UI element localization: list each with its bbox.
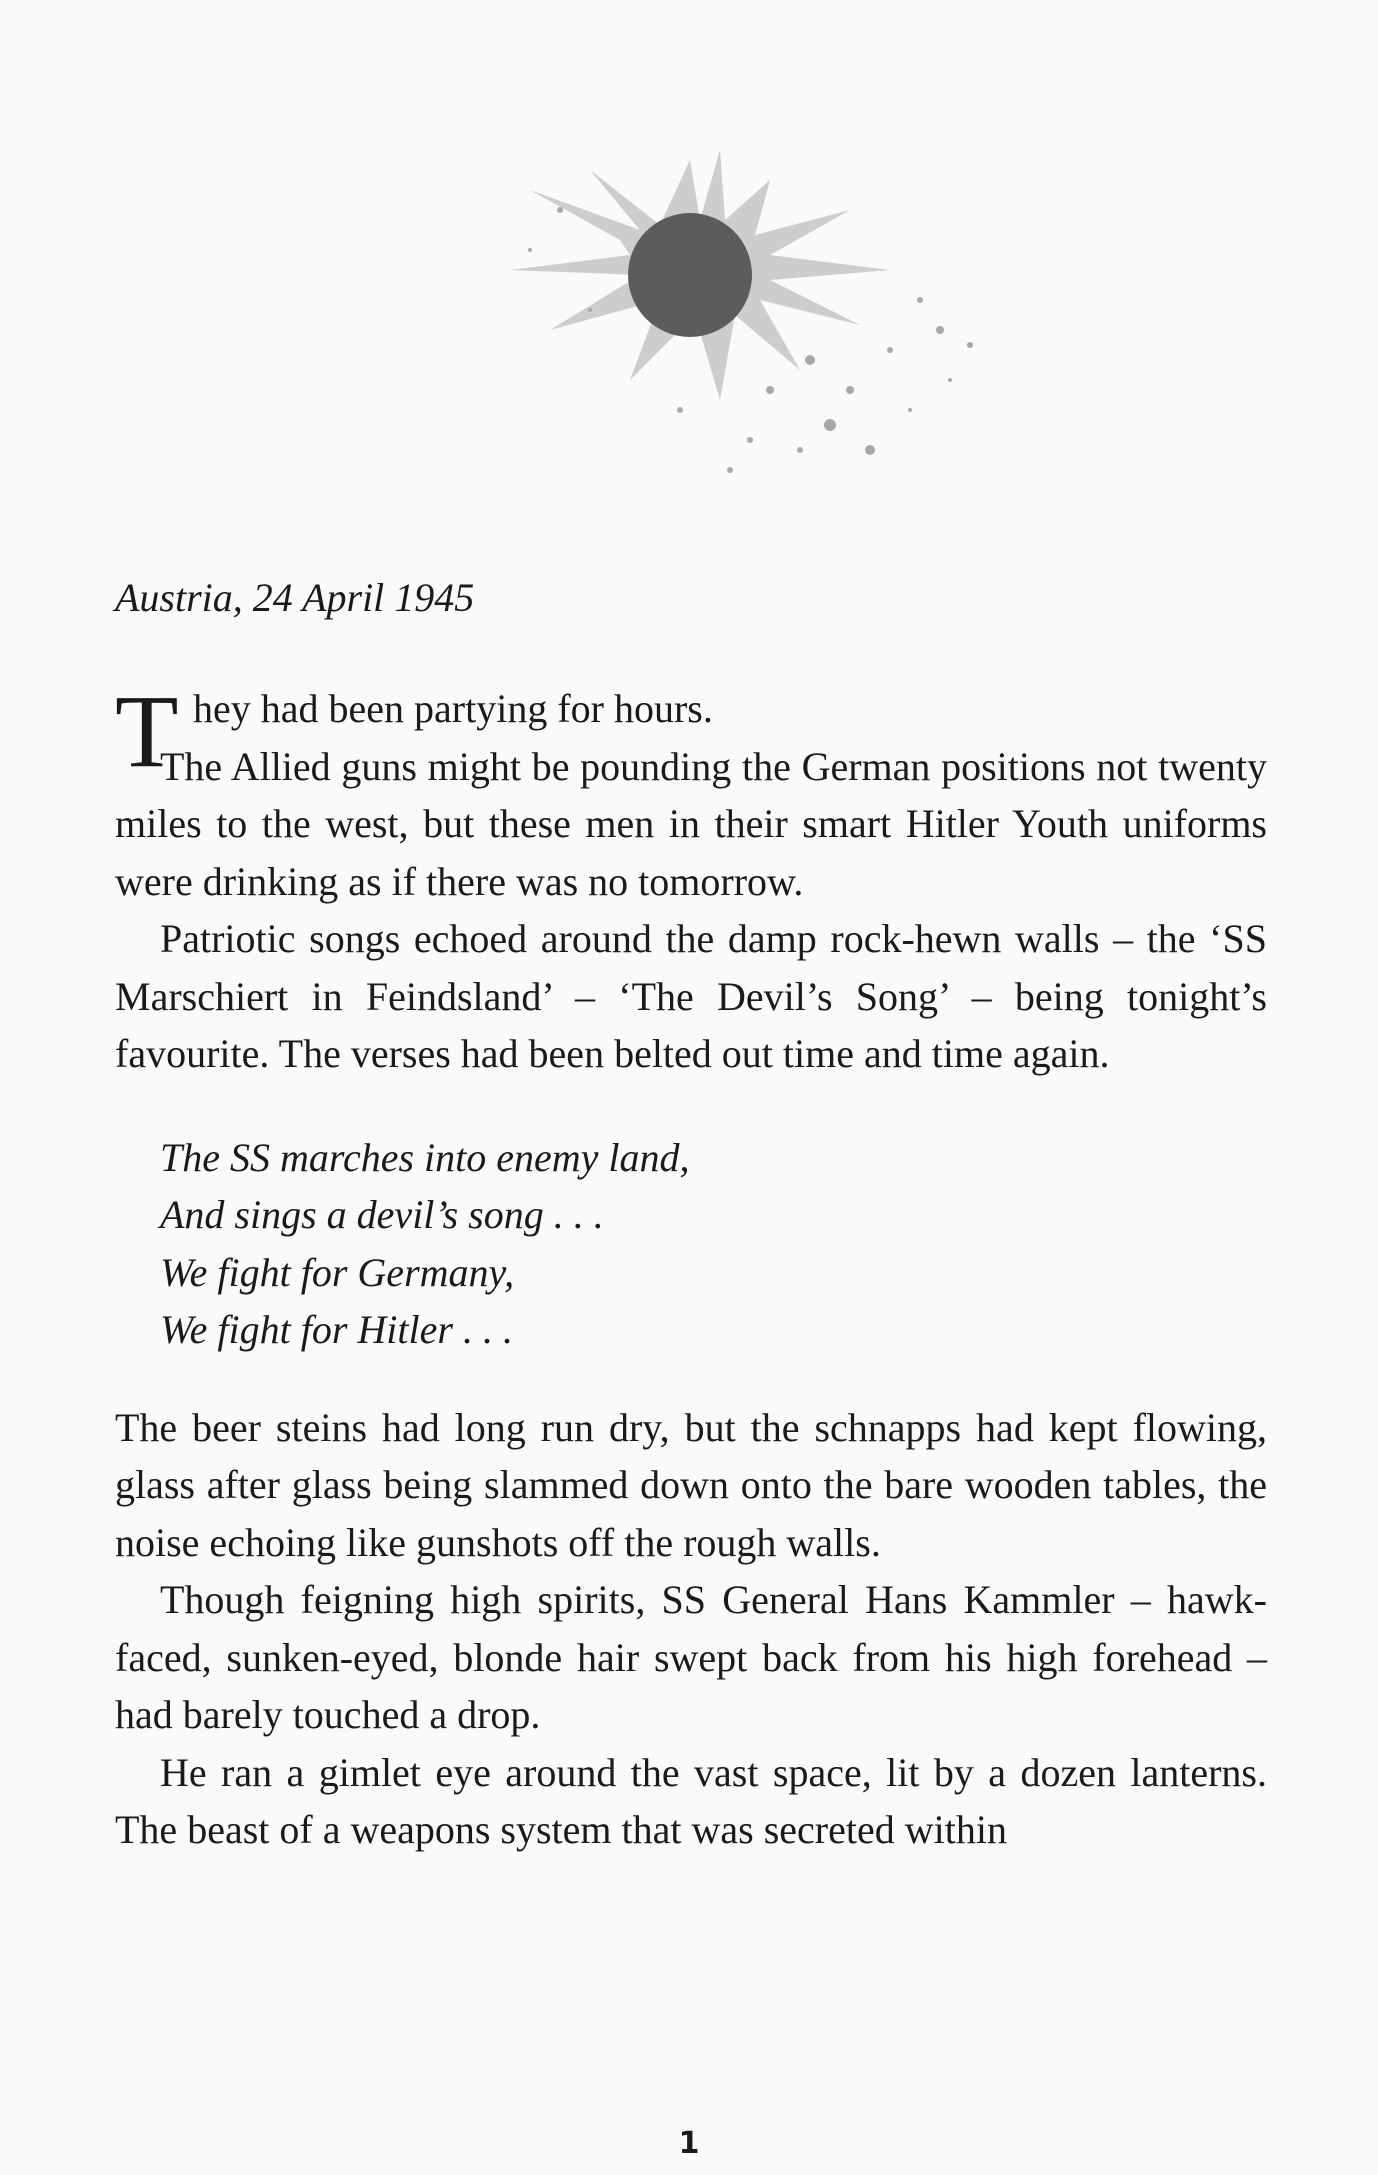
paragraph: The beer steins had long run dry, but the schnapps had kept flowing, glass after glass being slammed down onto the bare wooden tables, the noise echoing like gunshots off the rough walls. [115, 1404, 1267, 1565]
paragraph: Patriotic songs echoed around the damp rock-hewn walls – the ‘SS Marschiert in Feindsland’ – ‘The Devil’s Song’ – being tonight’s favourite. The verses had been belted out time and time again. [115, 916, 1267, 1076]
page-number: 1 [678, 2126, 700, 2161]
song-verse [160, 1129, 1267, 1359]
chapter-body [115, 674, 1267, 1859]
paragraph: He ran a gimlet eye around the vast space, lit by a dozen lanterns. The beast of a weapons system that was secreted within [115, 1749, 1267, 1852]
verse-line: The SS marches into enemy land, [160, 1134, 690, 1180]
bullet-hole-splatter-ornament [470, 150, 990, 510]
chapter-dateline: Austria, 24 April 1945 [115, 575, 475, 620]
drop-cap: T [115, 674, 179, 789]
paragraph: Though feigning high spirits, SS General Hans Kammler – hawk-faced, sunken-eyed, blonde hair swept back from his high forehead – had barely touched a drop. [115, 1577, 1267, 1737]
opening-line: hey had been partying for hours. [193, 686, 713, 731]
verse-line: We fight for Hitler . . . [160, 1307, 513, 1352]
opening-paragraph [115, 674, 1267, 789]
verse-line: We fight for Germany, [160, 1249, 515, 1295]
verse-line: And sings a devil’s song . . . [160, 1192, 604, 1237]
paragraph: The Allied guns might be pounding the German positions not twenty miles to the west, but these men in their smart Hitler Youth uniforms were drinking as if there was no tomorrow. [115, 743, 1267, 904]
